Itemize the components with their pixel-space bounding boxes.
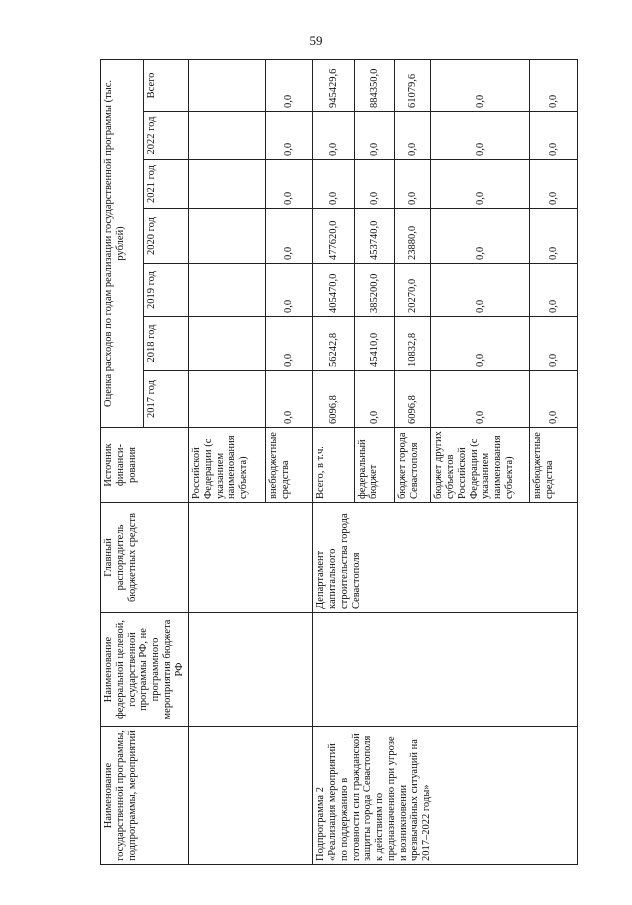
value-cell: 0,0 bbox=[530, 317, 578, 371]
value-cell: 0,0 bbox=[431, 264, 530, 317]
value-cell: 23880,0 bbox=[395, 209, 431, 264]
value-cell: 45410,0 bbox=[354, 317, 394, 371]
value-cell: 0,0 bbox=[265, 371, 312, 428]
value-cell: 61079,6 bbox=[395, 59, 431, 111]
value-cell: 0,0 bbox=[530, 371, 578, 428]
table-cell bbox=[189, 727, 313, 865]
table-row bbox=[189, 59, 266, 864]
value-cell: 0,0 bbox=[265, 264, 312, 317]
source-cell: Всего, в т.ч. bbox=[313, 428, 354, 503]
source-cell: федеральный бюджет bbox=[354, 428, 394, 503]
manager-cell: Департамент капитального строительства города Севастополя bbox=[313, 503, 578, 613]
header-year: 2021 год bbox=[143, 160, 188, 209]
value-cell: 0,0 bbox=[431, 160, 530, 209]
value-cell: 0,0 bbox=[530, 264, 578, 317]
value-cell: 0,0 bbox=[354, 371, 394, 428]
value-cell: 0,0 bbox=[395, 160, 431, 209]
value-cell: 0,0 bbox=[530, 112, 578, 160]
value-cell bbox=[189, 209, 266, 264]
header-source: Источник финанси-рования bbox=[101, 428, 189, 503]
value-cell: 56242,8 bbox=[313, 317, 354, 371]
value-cell: 405470,0 bbox=[313, 264, 354, 317]
table-cell bbox=[189, 613, 313, 727]
value-cell: 0,0 bbox=[354, 160, 394, 209]
source-cell: бюджет города Севастополя bbox=[395, 428, 431, 503]
value-cell: 0,0 bbox=[395, 112, 431, 160]
source-cell: бюджет других субъектов Российской Федерации (с указанием наименования субъекта) bbox=[431, 428, 530, 503]
source-cell: внебюджетные средства bbox=[530, 428, 578, 503]
source-cell: Российской Федерации (с указанием наименования субъекта) bbox=[189, 428, 266, 503]
value-cell: 0,0 bbox=[265, 317, 312, 371]
value-cell: 0,0 bbox=[265, 112, 312, 160]
value-cell: 0,0 bbox=[265, 209, 312, 264]
value-cell: 0,0 bbox=[354, 112, 394, 160]
header-row-1 bbox=[101, 59, 144, 864]
value-cell: 0,0 bbox=[530, 160, 578, 209]
value-cell: 0,0 bbox=[530, 209, 578, 264]
value-cell bbox=[189, 317, 266, 371]
value-cell: 0,0 bbox=[313, 112, 354, 160]
budget-table-rotated bbox=[100, 60, 578, 865]
value-cell: 884350,0 bbox=[354, 59, 394, 111]
value-cell: 0,0 bbox=[431, 317, 530, 371]
value-cell: 0,0 bbox=[431, 59, 530, 111]
value-cell: 6096,8 bbox=[395, 371, 431, 428]
value-cell: 0,0 bbox=[265, 160, 312, 209]
header-year: 2019 год bbox=[143, 264, 188, 317]
value-cell bbox=[189, 264, 266, 317]
value-cell: 945429,6 bbox=[313, 59, 354, 111]
header-year: 2022 год bbox=[143, 112, 188, 160]
value-cell: 0,0 bbox=[431, 112, 530, 160]
value-cell bbox=[189, 59, 266, 111]
budget-table bbox=[100, 59, 578, 865]
value-cell: 453740,0 bbox=[354, 209, 394, 264]
value-cell: 0,0 bbox=[313, 160, 354, 209]
value-cell: 20270,0 bbox=[395, 264, 431, 317]
header-estimate: Оценка расходов по годам реализации государственной программы (тыс. рублей) bbox=[101, 59, 144, 427]
value-cell: 0,0 bbox=[431, 209, 530, 264]
program-name-cell: Подпрограмма 2 «Реализация мероприятий по поддержанию в готовности сил гражданской защиты города Севастополя к действиям по предназначению при угрозе и возникновении чрезвычайных ситуаций на 2017–2022 годы» bbox=[313, 727, 578, 865]
page-number: 59 bbox=[309, 33, 323, 48]
header-federal-program: Наименование федеральной целевой, государственной программы РФ, не программного мероприятия бюджета РФ bbox=[101, 613, 189, 727]
header-manager: Главный распорядитель бюджетных средств bbox=[101, 503, 189, 613]
value-cell: 0,0 bbox=[265, 59, 312, 111]
value-cell: 0,0 bbox=[431, 371, 530, 428]
value-cell bbox=[189, 371, 266, 428]
federal-program-cell bbox=[313, 613, 578, 727]
value-cell: 477620,0 bbox=[313, 209, 354, 264]
header-name-program: Наименование государственной программы, подпрограммы, мероприятий bbox=[101, 727, 189, 865]
table-cell bbox=[189, 503, 313, 613]
value-cell: 10832,8 bbox=[395, 317, 431, 371]
value-cell: 385200,0 bbox=[354, 264, 394, 317]
value-cell bbox=[189, 112, 266, 160]
table-row bbox=[313, 59, 354, 864]
header-year: 2018 год bbox=[143, 317, 188, 371]
header-year: 2020 год bbox=[143, 209, 188, 264]
value-cell bbox=[189, 160, 266, 209]
header-year: 2017 год bbox=[143, 371, 188, 428]
value-cell: 6096,8 bbox=[313, 371, 354, 428]
header-total: Всего bbox=[143, 59, 188, 111]
value-cell: 0,0 bbox=[530, 59, 578, 111]
source-cell: внебюджетные средства bbox=[265, 428, 312, 503]
